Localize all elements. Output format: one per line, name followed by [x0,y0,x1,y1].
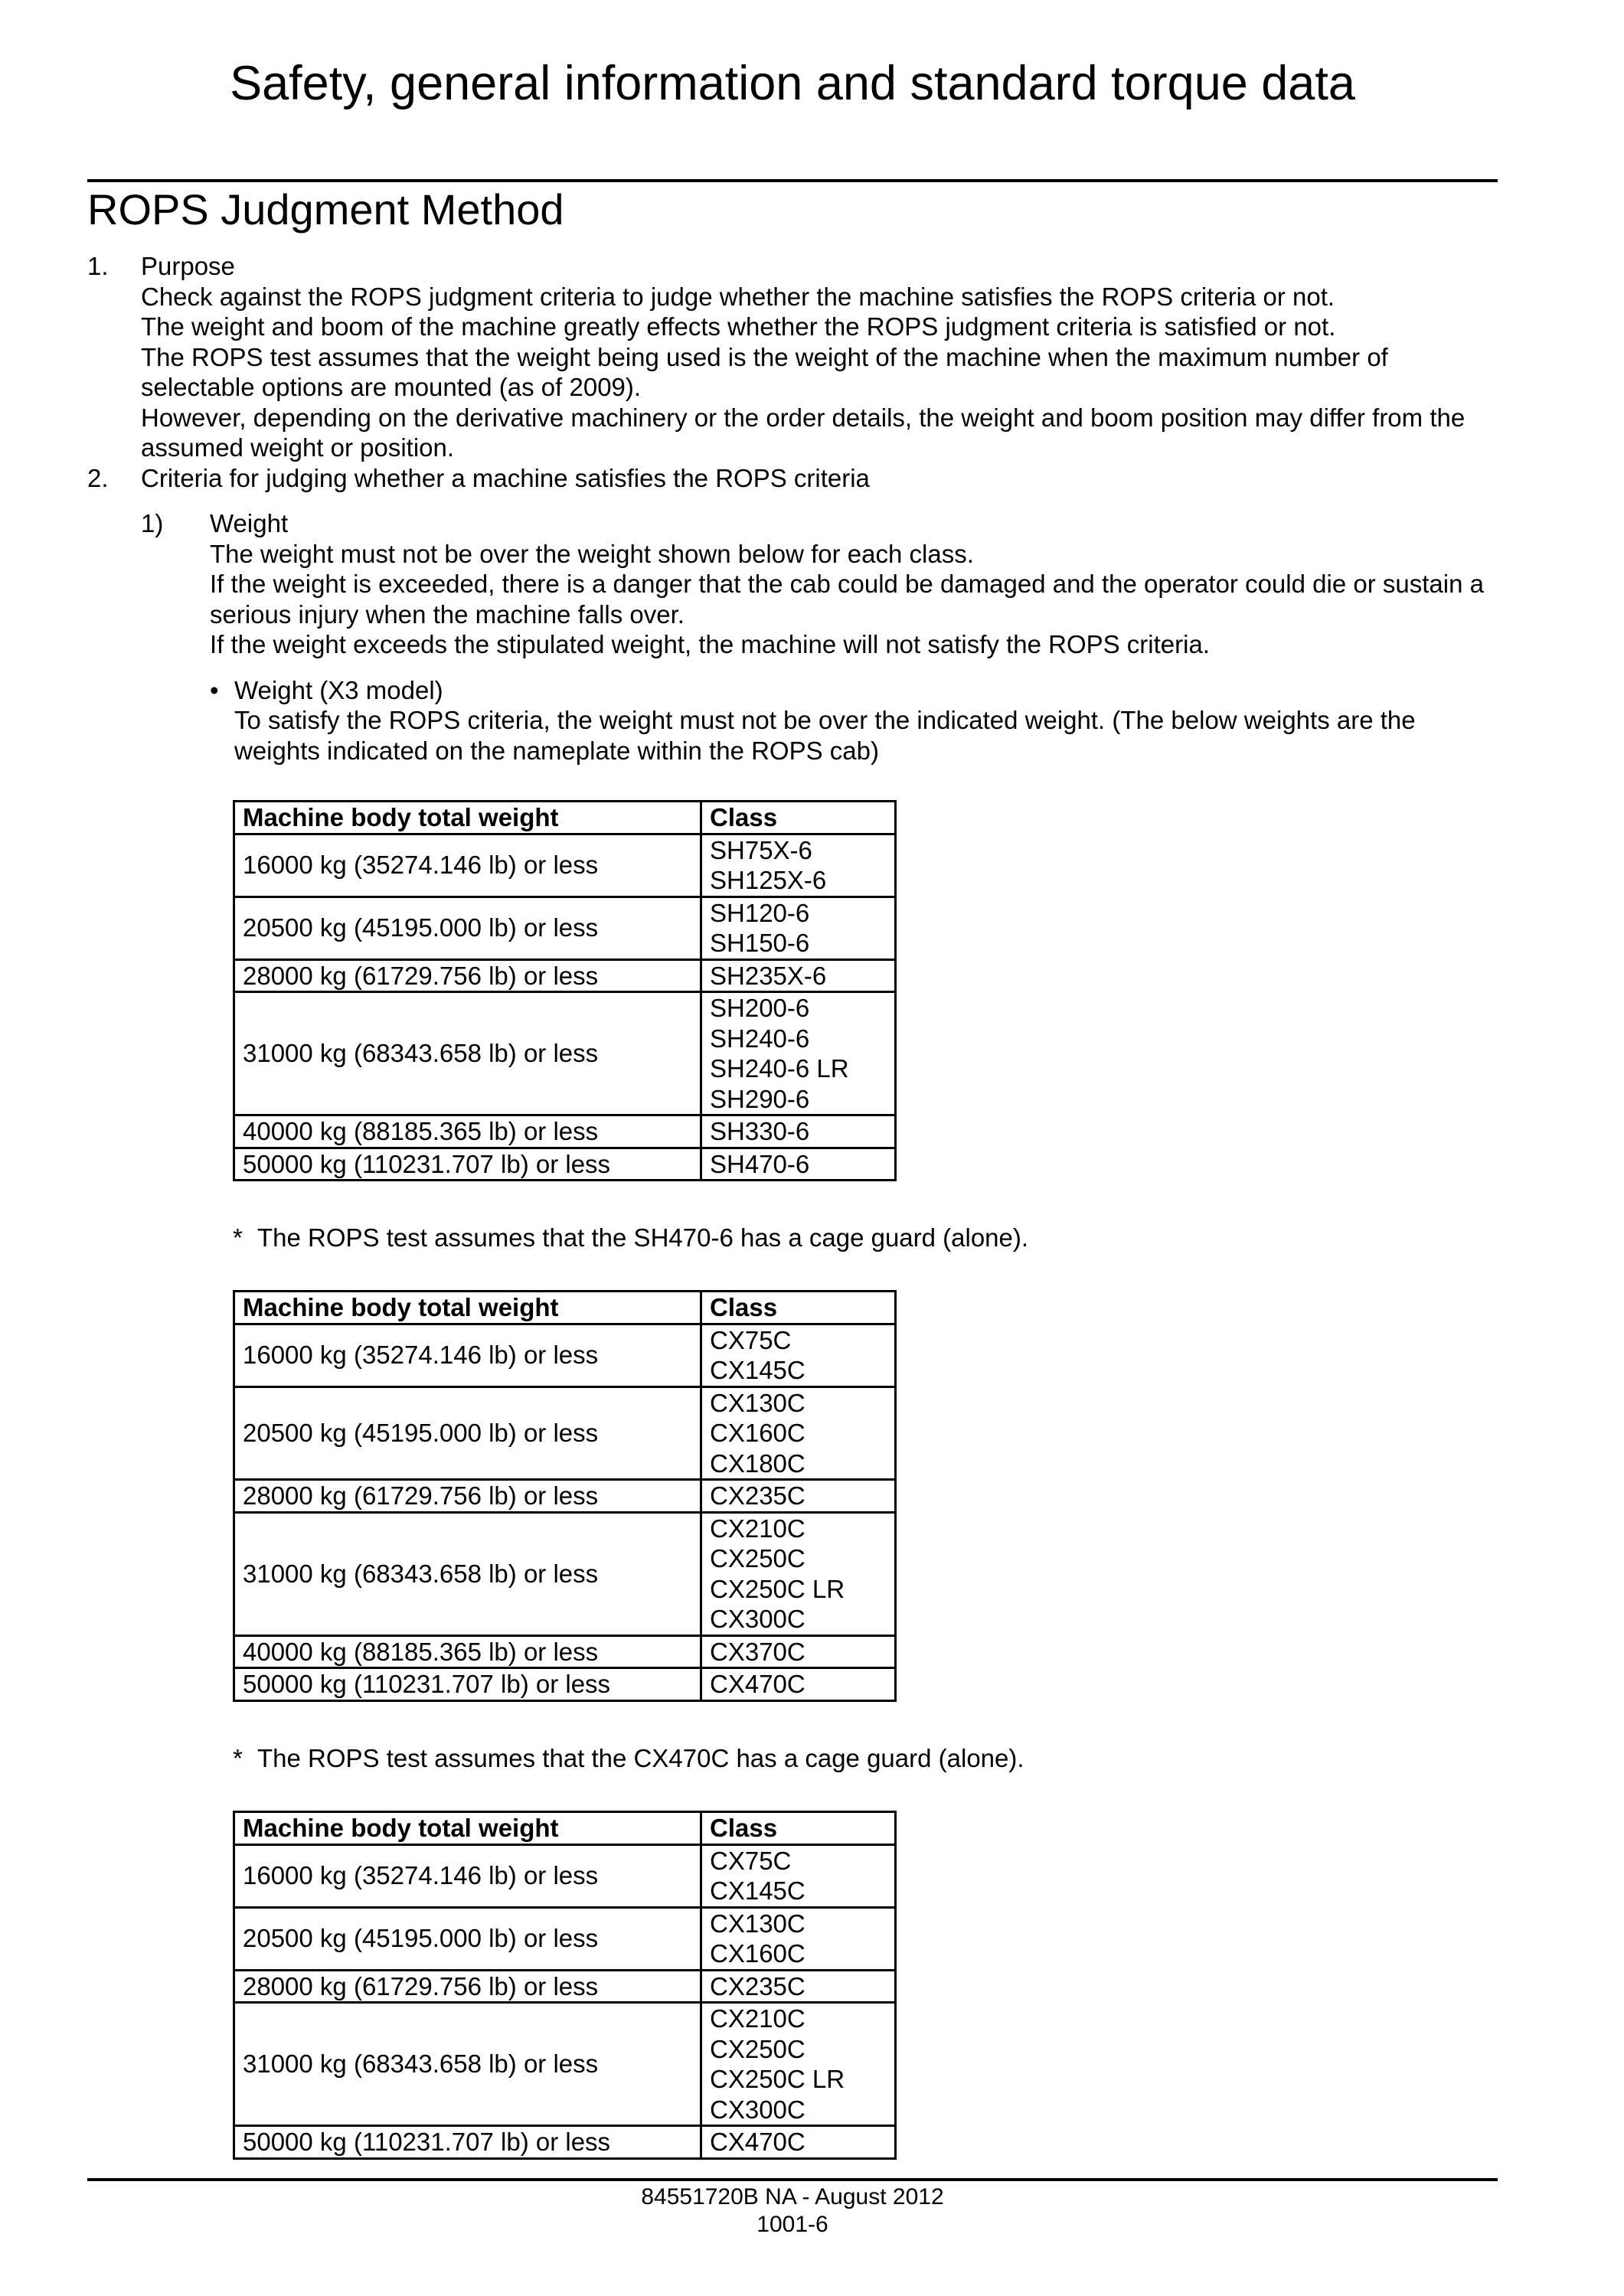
class-cell [701,1480,896,1513]
weight-cell: 16000 kg (35274.146 lb) or less [234,834,701,897]
note-text: The ROPS test assumes that the CX470C has a cage guard (alone). [257,1744,1024,1772]
content [87,251,1498,766]
table-header-row [234,1812,896,1845]
class-value: CX300C [710,1605,805,1633]
page-footer [0,2183,1585,2239]
table-row [234,959,896,992]
class-value: SH235X-6 [710,961,827,990]
table-row [234,1844,896,1907]
class-value: CX210C [710,2004,805,2033]
document-number: 84551720B NA - August 2012 [641,2184,944,2209]
table-header-row [234,802,896,834]
note-text: The ROPS test assumes that the SH470-6 has a cage guard (alone). [257,1223,1029,1252]
class-cell [701,2003,896,2126]
page-title: Safety, general information and standard torque data [230,57,1355,110]
bottom-rule [87,2178,1498,2181]
class-cell [701,1970,896,2003]
item-number: 1. [87,252,109,280]
class-cell [701,1844,896,1907]
item-number: 2. [87,463,109,492]
bullet-symbol: • [210,675,219,704]
class-cell [701,1386,896,1480]
item-criteria [87,463,1498,494]
table-row [234,1324,896,1386]
class-cell [701,1115,896,1148]
table-header-row [234,1292,896,1324]
subitem-weight [87,508,1498,660]
weight-cell: 20500 kg (45195.000 lb) or less [234,897,701,959]
weight-class-table-cx [233,1290,897,1702]
top-rule [87,179,1498,182]
weight-cell: 40000 kg (88185.365 lb) or less [234,1635,701,1668]
class-value: CX250C [710,1544,805,1573]
weight-cell: 50000 kg (110231.707 lb) or less [234,1668,701,1701]
class-value: SH240-6 [710,1024,810,1053]
class-cell [701,992,896,1115]
note-symbol: * [233,1744,243,1772]
class-cell [701,959,896,992]
class-value: CX145C [710,1356,805,1384]
weight-cell: 20500 kg (45195.000 lb) or less [234,1386,701,1480]
weight-cell: 31000 kg (68343.658 lb) or less [234,992,701,1115]
section-title: ROPS Judgment Method [87,185,564,234]
class-cell [701,1668,896,1701]
class-value: SH330-6 [710,1117,810,1145]
class-value: SH470-6 [710,1149,810,1178]
paragraph-line: The ROPS test assumes that the weight being used is the weight of the machine when the maximum number of selectable options are mounted (as of 2009). [141,342,1388,401]
item-purpose [87,251,1498,463]
weight-cell: 28000 kg (61729.756 lb) or less [234,1480,701,1513]
class-value: SH240-6 LR [710,1054,849,1083]
class-cell [701,897,896,959]
class-value: CX160C [710,1939,805,1968]
class-value: CX210C [710,1514,805,1543]
column-header-weight: Machine body total weight [234,1812,701,1845]
table-row [234,1668,896,1701]
class-value: CX160C [710,1419,805,1447]
class-value: CX470C [710,2128,805,2156]
table-row [234,1907,896,1970]
class-value: CX470C [710,1670,805,1698]
class-value: CX250C [710,2034,805,2063]
class-cell [701,1512,896,1635]
class-value: SH150-6 [710,929,810,957]
table-row [234,1148,896,1181]
paragraph-line: However, depending on the derivative machinery or the order details, the weight and boom position may differ from the assumed weight or position. [141,403,1466,462]
column-header-class: Class [701,802,896,834]
bullet-heading: Weight (X3 model) [234,675,443,704]
paragraph-line: If the weight is exceeded, there is a danger that the cab could be damaged and the operator could die or sustain a serious injury when the machine falls over. [210,570,1484,629]
paragraph-line: The weight and boom of the machine greatly effects whether the ROPS judgment criteria is satisfied or not. [141,312,1336,341]
column-header-weight: Machine body total weight [234,802,701,834]
table-row [234,1386,896,1480]
class-value: SH290-6 [710,1084,810,1113]
column-header-weight: Machine body total weight [234,1292,701,1324]
weight-cell: 50000 kg (110231.707 lb) or less [234,1148,701,1181]
table-row [234,897,896,959]
class-value: CX250C LR [710,2065,845,2093]
item-body [141,251,1498,463]
weight-cell: 28000 kg (61729.756 lb) or less [234,1970,701,2003]
table-row [234,1970,896,2003]
subitem-heading: Weight [210,509,289,537]
table-row [234,1512,896,1635]
subitem-body [210,508,1498,660]
paragraph-line: To satisfy the ROPS criteria, the weight must not be over the indicated weight. (The below weights are the weights indicated on the nameplate within the ROPS cab) [234,706,1416,765]
table-row [234,1115,896,1148]
note-symbol: * [233,1223,243,1252]
class-cell [701,1907,896,1970]
table-note [233,1743,1024,1774]
class-value: CX235C [710,1971,805,2000]
bullet-body [234,675,1498,766]
weight-cell: 31000 kg (68343.658 lb) or less [234,1512,701,1635]
weight-cell: 20500 kg (45195.000 lb) or less [234,1907,701,1970]
column-header-class: Class [701,1292,896,1324]
paragraph-line: If the weight exceeds the stipulated weight, the machine will not satisfy the ROPS criteria. [210,630,1210,658]
weight-cell: 28000 kg (61729.756 lb) or less [234,959,701,992]
class-value: SH120-6 [710,898,810,927]
class-cell [701,1148,896,1181]
class-cell [701,834,896,897]
item-heading: Criteria for judging whether a machine satisfies the ROPS criteria [141,463,870,492]
paragraph-line: Check against the ROPS judgment criteria to judge whether the machine satisfies the ROPS criteria or not. [141,282,1335,311]
class-cell [701,1324,896,1386]
table-row [234,1480,896,1513]
class-value: CX130C [710,1909,805,1938]
weight-cell: 31000 kg (68343.658 lb) or less [234,2003,701,2126]
bullet-weight-x3 [87,675,1498,766]
class-value: CX130C [710,1388,805,1417]
table-row [234,834,896,897]
column-header-class: Class [701,1812,896,1845]
table-row [234,2126,896,2159]
class-value: CX370C [710,1637,805,1666]
table-row [234,992,896,1115]
weight-cell: 16000 kg (35274.146 lb) or less [234,1324,701,1386]
class-value: CX145C [710,1876,805,1905]
class-value: SH75X-6 [710,835,812,864]
weight-class-table-cx-alt [233,1811,897,2160]
table-row [234,2003,896,2126]
class-value: CX75C [710,1846,792,1875]
table-row [234,1635,896,1668]
class-value: SH200-6 [710,994,810,1022]
item-heading: Purpose [141,252,235,280]
weight-cell: 40000 kg (88185.365 lb) or less [234,1115,701,1148]
weight-class-table-sh [233,800,897,1181]
table-note [233,1223,1028,1253]
weight-cell: 16000 kg (35274.146 lb) or less [234,1844,701,1907]
class-value: SH125X-6 [710,866,827,894]
class-value: CX75C [710,1325,792,1354]
page-number: 1001-6 [756,2212,828,2237]
class-value: CX250C LR [710,1574,845,1603]
class-cell [701,1635,896,1668]
class-value: CX180C [710,1448,805,1478]
class-value: CX300C [710,2095,805,2124]
class-cell [701,2126,896,2159]
subitem-number: 1) [141,509,164,537]
paragraph-line: The weight must not be over the weight shown below for each class. [210,539,974,568]
weight-cell: 50000 kg (110231.707 lb) or less [234,2126,701,2159]
class-value: CX235C [710,1481,805,1510]
